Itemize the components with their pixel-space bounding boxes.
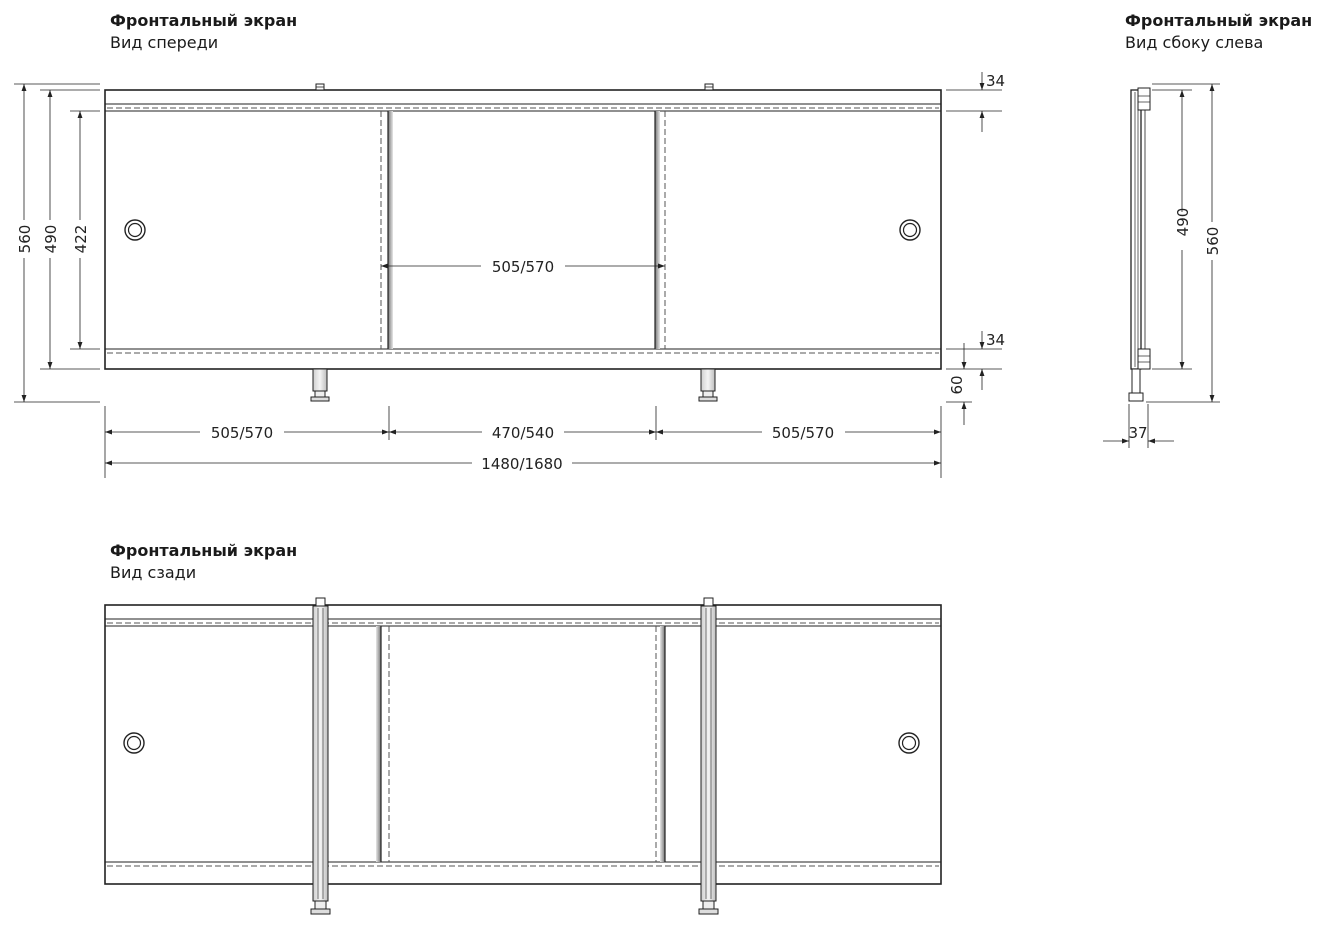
back-left-support-bar bbox=[311, 598, 330, 914]
dim-height-frame-label: 490 bbox=[42, 224, 60, 254]
back-view-title: Фронтальный экран bbox=[110, 541, 298, 560]
side-dimensions bbox=[1103, 84, 1220, 448]
back-right-overlap-shadow bbox=[660, 626, 665, 862]
front-left-handle bbox=[125, 220, 145, 240]
side-dim-height-total-label: 560 bbox=[1204, 226, 1222, 256]
side-profile bbox=[1129, 88, 1150, 401]
front-frame bbox=[105, 90, 941, 369]
front-left-top-screw bbox=[316, 84, 324, 90]
front-view bbox=[14, 72, 1005, 478]
front-right-top-screw bbox=[705, 84, 713, 90]
dim-width-total-label: 1480/1680 bbox=[481, 455, 563, 473]
back-right-support-bar bbox=[699, 598, 718, 914]
front-left-overlap-shadow bbox=[388, 111, 393, 349]
side-view-title: Фронтальный экран bbox=[1125, 11, 1313, 30]
dim-center-panel-label: 505/570 bbox=[491, 258, 555, 276]
dim-width-right-label: 505/570 bbox=[771, 424, 835, 442]
back-frame bbox=[105, 605, 941, 884]
side-view-subtitle: Вид сбоку слева bbox=[1125, 33, 1264, 52]
side-view bbox=[1103, 84, 1222, 448]
back-left-overlap-shadow bbox=[376, 626, 381, 862]
side-dim-depth-label: 37 bbox=[1128, 424, 1148, 442]
dim-width-left-label: 505/570 bbox=[210, 424, 274, 442]
back-left-handle bbox=[124, 733, 144, 753]
dim-height-total-label: 560 bbox=[16, 224, 34, 254]
front-right-overlap-shadow bbox=[655, 111, 660, 349]
back-view bbox=[105, 598, 941, 914]
side-dim-height-frame-label: 490 bbox=[1174, 207, 1192, 237]
front-view-title: Фронтальный экран bbox=[110, 11, 298, 30]
front-right-leg bbox=[699, 369, 717, 401]
dim-rail-bottom-label: 34 bbox=[986, 331, 1006, 349]
dim-rail-top-label: 34 bbox=[986, 72, 1006, 90]
back-right-handle bbox=[899, 733, 919, 753]
front-right-handle bbox=[900, 220, 920, 240]
back-view-subtitle: Вид сзади bbox=[110, 563, 197, 582]
dim-height-panel-label: 422 bbox=[72, 224, 90, 254]
front-view-subtitle: Вид спереди bbox=[110, 33, 219, 52]
dim-legs-label: 60 bbox=[948, 375, 966, 395]
front-right-dimensions bbox=[946, 72, 1002, 425]
front-left-leg bbox=[311, 369, 329, 401]
dim-width-middle-label: 470/540 bbox=[491, 424, 555, 442]
